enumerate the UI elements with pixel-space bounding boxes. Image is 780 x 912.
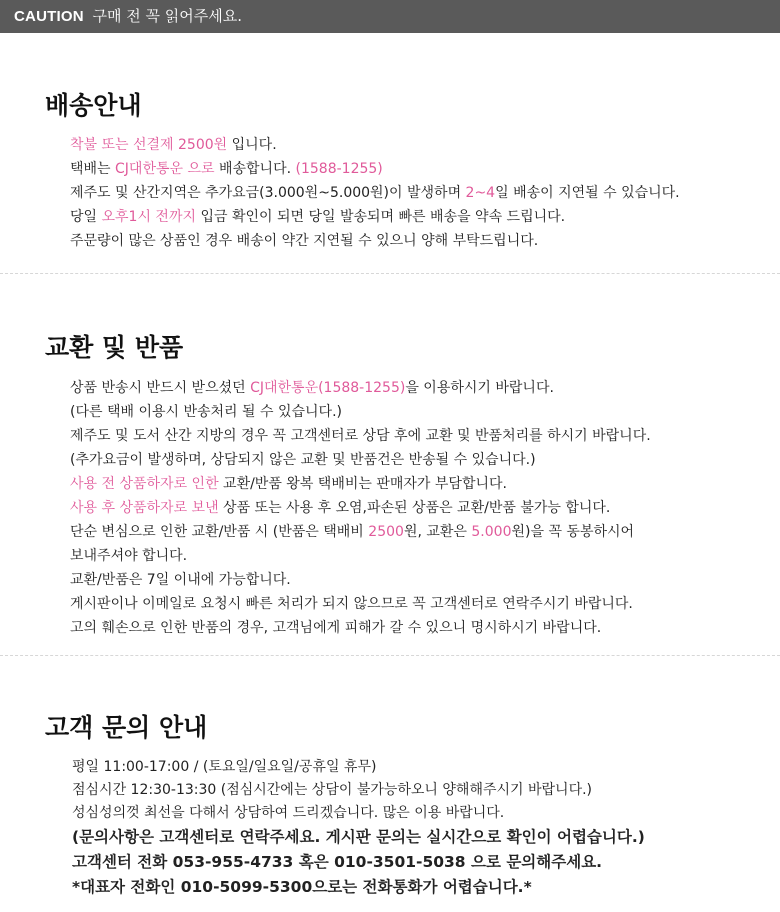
- shipping-line-2-mid: 배송합니다.: [214, 161, 296, 177]
- exchange-title: 교환 및 반품: [45, 333, 184, 362]
- shipping-line-2-pre: 택배는: [70, 161, 116, 177]
- shipping-fee-highlight: 착불 또는 선결제 2500원: [70, 137, 228, 153]
- caution-label: CAUTION: [14, 8, 84, 25]
- exchange-line-10: 게시판이나 이메일로 요청시 빠른 처리가 되지 않으므로 꼭 고객센터로 연락주시기 바랍니다.: [70, 596, 633, 612]
- exchange-line-11: 고의 훼손으로 인한 반품의 경우, 고객님에게 피해가 갈 수 있으니 명시하시기 바랍니다.: [70, 620, 602, 636]
- shipping-line-5: 주문량이 많은 상품인 경우 배송이 약간 지연될 수 있으니 양해 부탁드립니다.: [70, 233, 539, 249]
- exchange-deadline-notice: 교환/반품은 7일 이내에 가능합니다.: [70, 572, 291, 588]
- exchange-info-list: [70, 376, 651, 640]
- exchange-line-1-pre: 상품 반송시 반드시 받으셨던: [70, 380, 251, 396]
- shipping-line-1: [70, 133, 680, 157]
- exchange-line-5-rest: 교환/반품 왕복 택배비는 판매자가 부담합니다.: [218, 476, 507, 492]
- exchange-line-7-pre: 단순 변심으로 인한 교환/반품 시 (반품은 택배비: [70, 524, 369, 540]
- exchange-line-1: [70, 376, 651, 400]
- contact-hours: 평일 11:00-17:00 / (토요일/일요일/공휴일 휴무): [72, 759, 377, 775]
- contact-greeting: 성심성의껏 최선을 다해서 상담하여 드리겠습니다. 많은 이용 바랍니다.: [72, 805, 505, 821]
- cutoff-time-highlight: 오후1시 전까지: [101, 209, 197, 225]
- exchange-line-1-rest: 을 이용하시기 바랍니다.: [405, 380, 554, 396]
- shipping-line-4-rest: 입금 확인이 되면 당일 발송되며 빠른 배송을 약속 드립니다.: [196, 209, 566, 225]
- shipping-line-1-text: 입니다.: [227, 137, 277, 153]
- delay-days-highlight: 2~4: [465, 185, 496, 201]
- shipping-line-3-pre: 제주도 및 산간지역은 추가요금(3.000원~5.000원)이 발생하며: [70, 185, 466, 201]
- exchange-line-6-rest: 상품 또는 사용 후 오염,파손된 상품은 교환/반품 불가능 합니다.: [218, 500, 611, 516]
- exchange-line-3: 제주도 및 도서 산간 지방의 경우 꼭 고객센터로 상담 후에 교환 및 반품처리를 하시기 바랍니다.: [70, 428, 651, 444]
- exchange-line-7-rest: 원)을 꼭 동봉하시어: [511, 524, 635, 540]
- caution-header-bar: [0, 0, 780, 33]
- contact-phone-numbers: 고객센터 전화 053-955-4733 혹은 010-3501-5038 으로 문의해주세요.: [72, 853, 603, 871]
- caution-subtitle: 구매 전 꼭 읽어주세요.: [92, 7, 242, 25]
- section-divider: [0, 273, 780, 274]
- exchange-line-8: 보내주셔야 합니다.: [70, 548, 188, 564]
- shipping-line-4: [70, 205, 680, 229]
- contact-board-notice: (문의사항은 고객센터로 연락주세요. 게시판 문의는 실시간으로 확인이 어렵습니다.): [72, 828, 645, 846]
- post-use-defect-highlight: 사용 후 상품하자로 보낸: [70, 500, 219, 516]
- exchange-line-7: [70, 520, 651, 544]
- contact-owner-phone-warning: *대표자 전화인 010-5099-5300으로는 전화통화가 어렵습니다.*: [72, 878, 532, 896]
- return-courier-highlight: CJ대한통운(1588-1255): [250, 380, 406, 396]
- courier-name-highlight: CJ대한통운 으로: [115, 161, 215, 177]
- shipping-line-2: [70, 157, 680, 181]
- exchange-line-4: (추가요금이 발생하며, 상담되지 않은 교환 및 반품건은 반송될 수 있습니다.): [70, 452, 536, 468]
- return-fee-highlight: 2500: [368, 524, 404, 540]
- contact-lunch-break: 점심시간 12:30-13:30 (점심시간에는 상담이 불가능하오니 양해해주시기 바랍니다.): [72, 782, 593, 798]
- exchange-line-2: (다른 택배 이용시 반송처리 될 수 있습니다.): [70, 404, 342, 420]
- pre-use-defect-highlight: 사용 전 상품하자로 인한: [70, 476, 219, 492]
- shipping-line-3: [70, 181, 680, 205]
- exchange-line-7-mid: 원, 교환은: [403, 524, 472, 540]
- exchange-line-5: [70, 472, 651, 496]
- shipping-line-4-pre: 당일: [70, 209, 102, 225]
- contact-info-list: [72, 756, 645, 900]
- exchange-fee-highlight: 5.000: [471, 524, 512, 540]
- courier-phone-highlight: (1588-1255): [295, 161, 383, 177]
- shipping-line-3-rest: 일 배송이 지연될 수 있습니다.: [495, 185, 680, 201]
- exchange-line-6: [70, 496, 651, 520]
- shipping-info-list: [70, 133, 680, 253]
- section-divider: [0, 655, 780, 656]
- contact-title: 고객 문의 안내: [45, 713, 208, 742]
- shipping-title: 배송안내: [45, 91, 142, 120]
